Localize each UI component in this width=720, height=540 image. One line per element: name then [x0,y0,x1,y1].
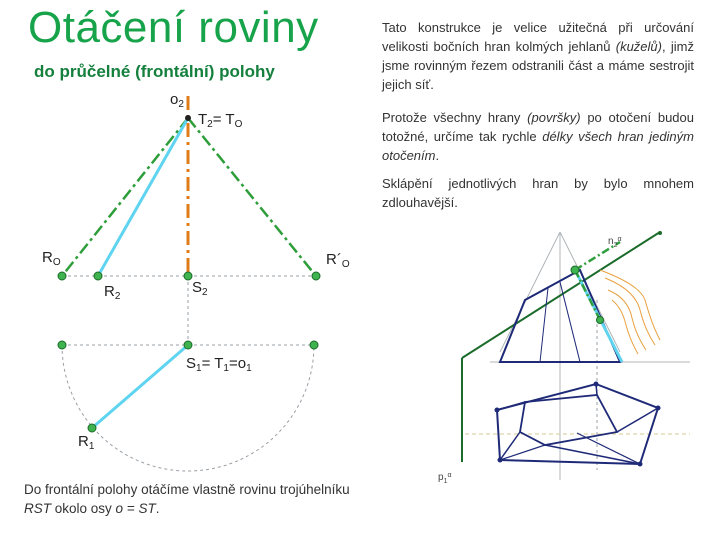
plan-edge-7 [577,433,640,464]
label-n2-alpha: $n_2^\alpha$ [608,236,622,249]
slide-subtitle: do průčelné (frontální) polohy [34,62,275,81]
paragraph-1: Tato konstrukce je velice užitečná při určování velikosti bočních hran kolmých jehlanů (kuželů), jimž jsme rovinným řezem odstranili část a máme sestrojit jejich síť. [382,20,694,92]
plan-edge-5 [500,432,520,460]
point-plan-2 [594,382,599,387]
point-s2 [184,272,192,280]
point-ro [58,272,66,280]
point-plan-4 [638,462,643,467]
label-r-prime-o: $R´_O$ [326,251,350,270]
plan-edge-1 [497,402,525,410]
frustum-edge-2 [560,282,580,362]
point-r-prime-o [312,272,320,280]
label-r1: $R_1$ [78,433,95,452]
point-left-lower [58,341,66,349]
point-plan-3 [656,406,661,411]
point-r2 [94,272,102,280]
brace-3 [608,290,646,350]
point-right-lower [310,341,318,349]
point-r1 [88,424,96,432]
label-r2: $R_2$ [104,283,121,302]
point-s1 [184,341,192,349]
point-plan-5 [498,458,503,463]
line-t2-ro [62,118,188,276]
point-n2-end [658,231,662,235]
point-pyramid-mid [597,317,604,324]
label-ro: $R_O$ [42,249,61,268]
paragraph-3: Sklápění jednotlivých hran by bylo mnohem zdlouhavější. [382,176,694,210]
edge-s1-r1 [92,345,188,428]
label-p1-alpha: $p_1^\alpha$ [438,472,452,485]
line-t2-r-prime-o [188,118,316,276]
edge-t2-r2 [98,118,188,276]
frustum-edge-1 [540,288,548,362]
label-s1: $S_1= T_1=o_1$ [186,355,252,374]
label-s2: $S_2$ [192,279,208,298]
point-t2 [185,115,191,121]
paragraph-2: Protože všechny hrany (površky) po otočení budou totožné, určíme tak rychle délky všech hran jediným otočením. [382,110,694,163]
label-o2: $o_2$ [170,91,184,110]
cut-plan [520,395,617,445]
plan-edge-6 [500,445,545,460]
point-plan-1 [495,408,500,413]
grey-line-1 [500,232,560,352]
slide-title: Otáčení roviny [28,3,319,52]
point-pyramid-top [571,266,579,274]
label-t2: $T_2= T_O$ [198,111,243,130]
caption: Do frontální polohy otáčíme vlastně rovinu trojúhelníku RST okolo osy o = ST. [24,482,350,516]
